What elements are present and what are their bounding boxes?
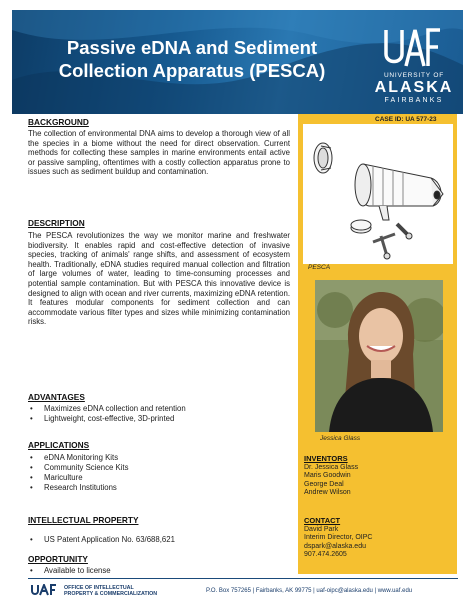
- inventor-photo: [315, 280, 443, 432]
- description-text: The PESCA revolutionizes the way we monitor marine and freshwater biodiversity. It enables rapid and cost-effective detection of invasive species, tracking of animals' range shifts, and assessment of ecosystem health. Traditionally, eDNA studies required manual collection and filtration of large volumes of water, leading to time-consuming processes and potential sample contamination. But with PESCA this innovative device is designed to align with ocean and river currents, maximizing eDNA retention. It features modular components for sediment collection and can accommodate various filter types and sizes while minimizing contamination risks.: [28, 231, 290, 327]
- advantages-list: [30, 404, 292, 424]
- footer-contact-info: P.O. Box 757265 | Fairbanks, AK 99775 | uaf-oipc@alaska.edu | www.uaf.edu: [206, 588, 413, 594]
- contact-heading: CONTACT: [304, 516, 341, 525]
- pesca-device-drawing: [303, 124, 453, 264]
- contact-name: David Park: [304, 526, 339, 533]
- description-heading: DESCRIPTION: [28, 218, 85, 228]
- list-item: • eDNA Monitoring Kits: [30, 453, 292, 463]
- list-item: • Research Institutions: [30, 483, 292, 493]
- footer-uaf-logo-icon: [30, 584, 58, 596]
- title-line-1: Passive eDNA and Sediment: [66, 37, 318, 58]
- title-line-2: Collection Apparatus (PESCA): [58, 60, 326, 81]
- list-item: • Maximizes eDNA collection and retention: [30, 404, 292, 414]
- photo-caption: Jessica Glass: [320, 435, 361, 442]
- list-item: • Mariculture: [30, 473, 292, 483]
- background-heading: BACKGROUND: [28, 117, 89, 127]
- advantages-heading: ADVANTAGES: [28, 392, 85, 402]
- figure-caption: PESCA: [308, 264, 331, 271]
- list-item: • US Patent Application No. 63/688,621: [30, 535, 292, 545]
- contact-email[interactable]: dspark@alaska.edu: [304, 542, 366, 550]
- inventor-name: Dr. Jessica Glass: [304, 464, 359, 471]
- contact-phone: 907.474.2605: [304, 551, 347, 559]
- footer-office-name: OFFICE OF INTELLECTUAL PROPERTY & COMMERCIALIZATION: [64, 585, 158, 597]
- background-text: The collection of environmental DNA aims to develop a thorough view of all the species in a biome without the need for direct observation. Current methods for collecting these samples in marine environments entail active or passive sampling, oftentimes with a costly collection apparatus prone to issues such as sediment buildup and contamination.: [28, 129, 290, 177]
- list-item: • Community Science Kits: [30, 463, 292, 473]
- uaf-monogram-icon: [382, 28, 444, 68]
- footer-divider: [28, 578, 458, 579]
- case-id: CASE ID: UA 577-23: [375, 116, 437, 123]
- logo-alaska: ALASKA: [374, 79, 454, 96]
- list-item: • Lightweight, cost-effective, 3D-printed: [30, 414, 292, 424]
- header-banner: [12, 10, 463, 114]
- contact-title: Interim Director, OIPC: [304, 534, 373, 542]
- applications-heading: APPLICATIONS: [28, 440, 90, 450]
- uaf-logo: [368, 28, 460, 108]
- list-item: • Available to license: [30, 566, 292, 576]
- ip-list: [30, 535, 292, 545]
- portrait-image: [315, 280, 443, 432]
- inventor-name: George Deal: [304, 480, 344, 488]
- inventors-list: [304, 464, 358, 498]
- pesca-figure: [303, 124, 453, 264]
- logo-university-of: UNIVERSITY OF: [383, 72, 445, 79]
- applications-list: [30, 453, 292, 493]
- ip-heading: INTELLECTUAL PROPERTY: [28, 515, 139, 525]
- logo-fairbanks: FAIRBANKS: [384, 97, 444, 104]
- inventor-name: Andrew Wilson: [304, 489, 351, 497]
- page-title: [32, 36, 352, 82]
- inventor-name: Maris Goodwin: [304, 472, 351, 480]
- opportunity-list: [30, 566, 292, 576]
- inventors-heading: INVENTORS: [304, 454, 348, 463]
- contact-list: [304, 526, 372, 560]
- opportunity-heading: OPPORTUNITY: [28, 554, 88, 564]
